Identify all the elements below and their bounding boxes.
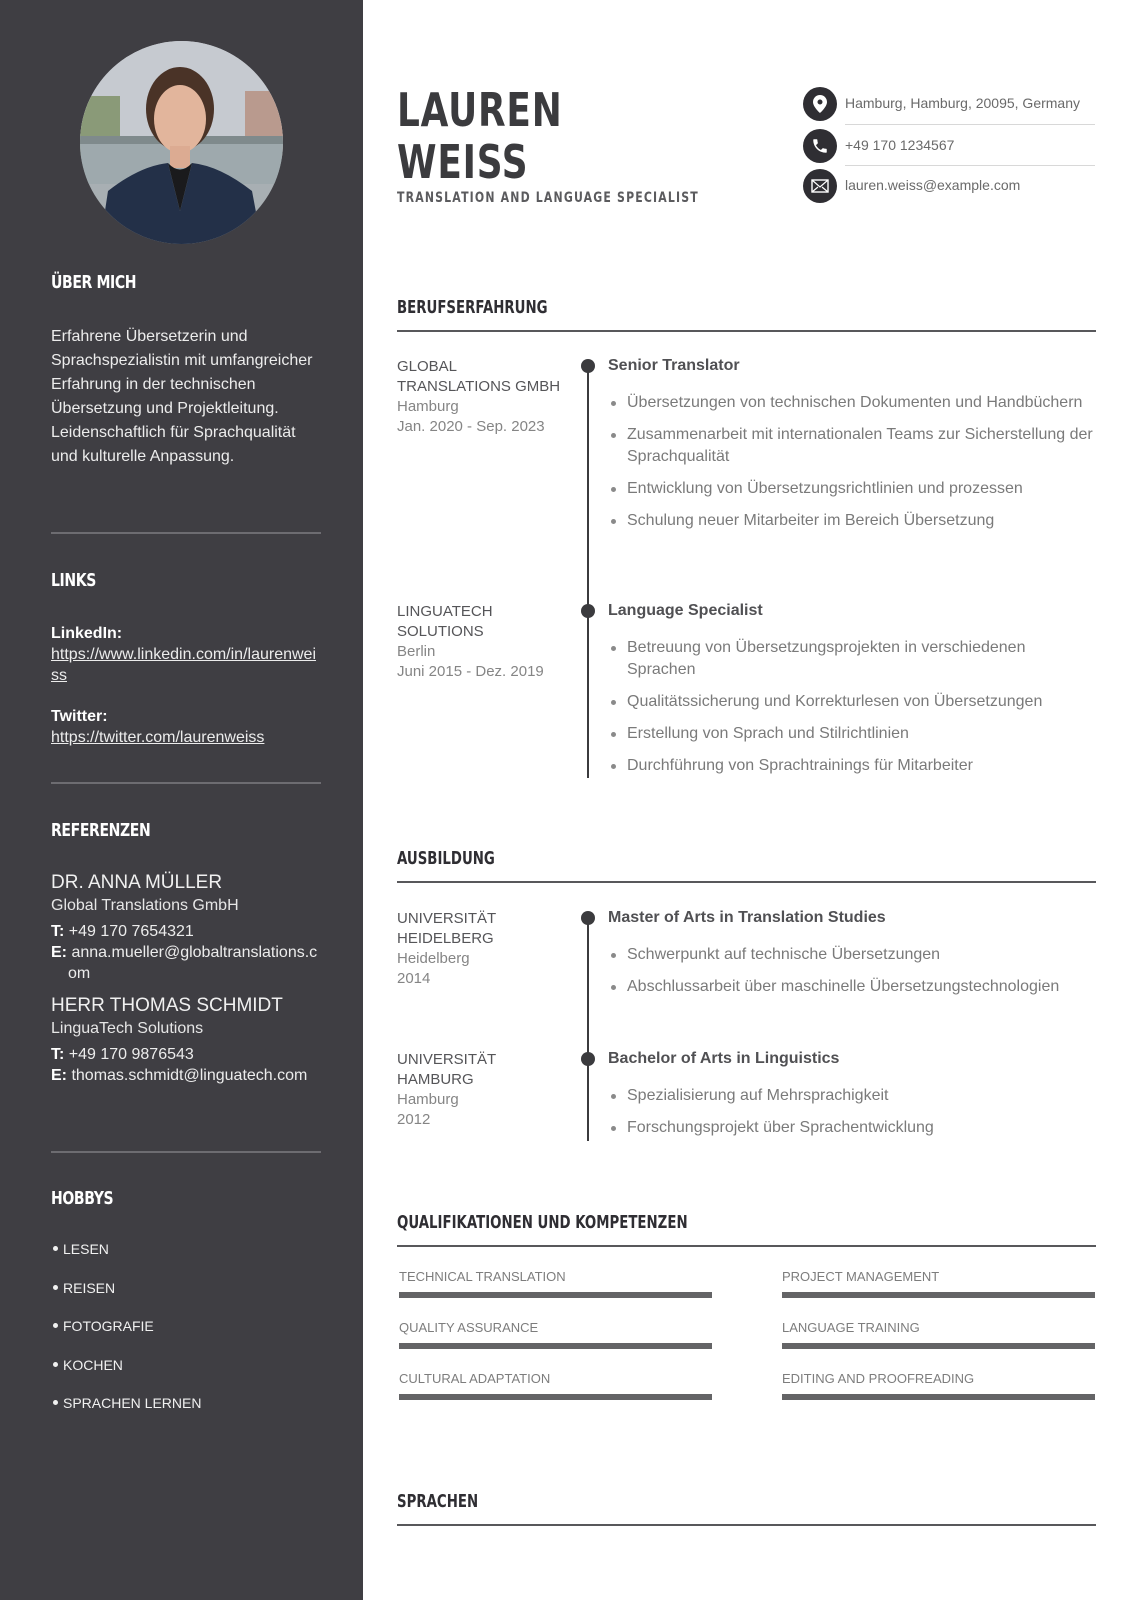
bullet-icon — [53, 1285, 58, 1290]
bullet-icon — [53, 1246, 58, 1251]
degree-title: Bachelor of Arts in Linguistics — [608, 1050, 840, 1067]
org-location: Berlin — [397, 643, 436, 660]
duty-item: Qualitätssicherung und Korrekturlesen von Übersetzungen — [608, 691, 1098, 713]
references-section — [51, 820, 321, 1086]
education-details — [608, 944, 1098, 998]
email-prefix: E: — [51, 944, 67, 961]
role-title: Senior Translator — [608, 357, 740, 374]
school-location: Hamburg — [397, 1091, 459, 1108]
skill-bar — [782, 1394, 1095, 1400]
skill-label: LANGUAGE TRAINING — [782, 1320, 920, 1335]
skill-label: PROJECT MANAGEMENT — [782, 1269, 940, 1284]
phone-value: +49 170 9876543 — [68, 1046, 194, 1063]
duty-item: Entwicklung von Übersetzungsrichtlinien und prozessen — [608, 478, 1098, 500]
phone-prefix: T: — [51, 1046, 65, 1063]
education-entry — [608, 1049, 1098, 1149]
skill-bar-fill — [782, 1343, 1095, 1349]
experience-entry — [608, 356, 1098, 542]
hobbies-section — [51, 1188, 321, 1432]
section-rule — [397, 881, 1096, 883]
languages-title: SPRACHEN — [397, 1491, 479, 1512]
hobbies-list — [51, 1239, 321, 1432]
hobby-label: REISEN — [63, 1279, 116, 1296]
skill-bar — [399, 1343, 712, 1349]
skill-bar — [782, 1343, 1095, 1349]
education-timeline — [587, 917, 589, 1141]
references-title: REFERENZEN — [51, 820, 151, 841]
sidebar-divider — [51, 1151, 321, 1153]
education-entry — [608, 908, 1098, 1008]
skill-item — [399, 1371, 712, 1400]
hobby-label: FOTOGRAFIE — [63, 1318, 154, 1334]
skill-bar-fill — [399, 1343, 712, 1349]
about-section — [51, 272, 321, 469]
skill-label: EDITING AND PROOFREADING — [782, 1371, 975, 1386]
email-prefix: E: — [51, 1067, 67, 1084]
skill-bar-fill — [399, 1394, 712, 1400]
skill-bar — [399, 1394, 712, 1400]
education-org-block — [397, 1050, 562, 1130]
duty-item: Übersetzungen von technischen Dokumenten und Handbüchern — [608, 392, 1098, 414]
location-text: Hamburg, Hamburg, 20095, Germany — [845, 95, 1080, 111]
school-name: UNIVERSITÄT HAMBURG — [397, 1051, 496, 1088]
timeline-dot-icon — [581, 1052, 595, 1066]
link-item-linkedin — [51, 623, 321, 686]
first-name: LAUREN — [397, 83, 563, 137]
links-section — [51, 570, 321, 748]
hobby-item — [51, 1239, 321, 1278]
timeline-dot-icon — [581, 359, 595, 373]
hobby-item — [51, 1316, 321, 1355]
skill-bar-fill — [399, 1292, 712, 1298]
timeline-dot-icon — [581, 604, 595, 618]
email-value: anna.mueller@globaltranslations.com — [68, 944, 318, 982]
education-org-block — [397, 909, 562, 989]
education-details — [608, 1085, 1098, 1139]
skills-title: QUALIFIKATIONEN UND KOMPETENZEN — [397, 1212, 688, 1233]
contact-divider — [845, 165, 1095, 166]
hobby-item — [51, 1393, 321, 1432]
hobby-label: LESEN — [63, 1241, 109, 1257]
phone-icon — [803, 129, 837, 163]
org-dates: Juni 2015 - Dez. 2019 — [397, 663, 544, 680]
skill-item — [399, 1320, 712, 1349]
degree-title: Master of Arts in Translation Studies — [608, 909, 886, 926]
school-year: 2014 — [397, 970, 431, 987]
hobby-item — [51, 1355, 321, 1394]
reference-company: LinguaTech Solutions — [51, 1020, 204, 1037]
hobbies-title: HOBBYS — [51, 1188, 114, 1209]
section-rule — [397, 1245, 1096, 1247]
email-text[interactable]: lauren.weiss@example.com — [845, 177, 1021, 193]
school-name: UNIVERSITÄT HEIDELBERG — [397, 910, 496, 947]
reference-name: DR. ANNA MÜLLER — [51, 872, 223, 893]
skill-item — [782, 1269, 1095, 1298]
school-year: 2012 — [397, 1111, 431, 1128]
duties-list — [608, 637, 1098, 777]
about-title: ÜBER MICH — [51, 272, 137, 293]
org-name: LINGUATECH SOLUTIONS — [397, 603, 493, 640]
org-name: GLOBAL TRANSLATIONS GMBH — [397, 358, 561, 395]
sidebar-divider — [51, 782, 321, 784]
skill-label: QUALITY ASSURANCE — [399, 1320, 539, 1335]
contact-phone — [803, 129, 1095, 165]
portrait-image — [80, 41, 283, 244]
bullet-icon — [53, 1400, 58, 1405]
hobby-label: SPRACHEN LERNEN — [63, 1395, 202, 1411]
role-title: Language Specialist — [608, 602, 763, 619]
org-location: Hamburg — [397, 398, 459, 415]
org-dates: Jan. 2020 - Sep. 2023 — [397, 418, 545, 435]
contact-location — [803, 87, 1095, 123]
reference-item — [51, 994, 321, 1086]
reference-name: HERR THOMAS SCHMIDT — [51, 995, 283, 1016]
phone-value: +49 170 7654321 — [68, 923, 194, 940]
duty-item: Zusammenarbeit mit internationalen Teams zur Sicherstellung der Sprachqualität — [608, 424, 1098, 468]
email-value: thomas.schmidt@linguatech.com — [71, 1067, 308, 1084]
school-location: Heidelberg — [397, 950, 470, 967]
detail-item: Schwerpunkt auf technische Übersetzungen — [608, 944, 1098, 966]
phone-prefix: T: — [51, 923, 65, 940]
detail-item: Spezialisierung auf Mehrsprachigkeit — [608, 1085, 1098, 1107]
detail-item: Forschungsprojekt über Sprachentwicklung — [608, 1117, 1098, 1139]
experience-org-block — [397, 357, 562, 437]
hobby-item — [51, 1278, 321, 1317]
sidebar — [0, 0, 363, 1600]
bullet-icon — [53, 1362, 58, 1367]
last-name: WEISS — [397, 135, 529, 189]
duties-list — [608, 392, 1098, 532]
linkedin-link[interactable]: https://www.linkedin.com/in/laurenweiss — [51, 646, 317, 684]
detail-item: Abschlussarbeit über maschinelle Übersetzungstechnologien — [608, 976, 1098, 998]
skill-bar — [782, 1292, 1095, 1298]
skill-label: TECHNICAL TRANSLATION — [399, 1269, 566, 1284]
section-rule — [397, 330, 1096, 332]
experience-entry — [608, 601, 1098, 787]
reference-item — [51, 871, 321, 984]
phone-text: +49 170 1234567 — [845, 137, 955, 153]
envelope-icon — [803, 169, 837, 203]
duty-item: Betreuung von Übersetzungsprojekten in verschiedenen Sprachen — [608, 637, 1098, 681]
reference-phone — [51, 1044, 321, 1065]
skill-item — [782, 1320, 1095, 1349]
hobby-label: KOCHEN — [63, 1356, 123, 1373]
link-label: Twitter: — [51, 708, 108, 725]
experience-org-block — [397, 602, 562, 682]
contact-email — [803, 169, 1095, 205]
duty-item: Schulung neuer Mitarbeiter im Bereich Übersetzung — [608, 510, 1098, 532]
link-label: LinkedIn: — [51, 625, 123, 642]
candidate-name — [397, 84, 563, 188]
section-rule — [397, 1524, 1096, 1526]
skill-item — [782, 1371, 1095, 1400]
skill-bar — [399, 1292, 712, 1298]
skill-label: CULTURAL ADAPTATION — [399, 1371, 551, 1386]
skill-item — [399, 1269, 712, 1298]
contact-divider — [845, 124, 1095, 125]
about-text: Erfahrene Übersetzerin und Sprachspezialistin mit umfangreicher Erfahrung in der technischen Übersetzung und Projektleitung. Leidenschaftlich für Sprachqualität und kulturelle Anpassung. — [51, 328, 313, 465]
skill-bar-fill — [782, 1394, 1095, 1400]
bullet-icon — [53, 1323, 58, 1328]
sidebar-divider — [51, 532, 321, 534]
experience-title: BERUFSERFAHRUNG — [397, 297, 548, 318]
reference-email — [51, 942, 321, 984]
education-title: AUSBILDUNG — [397, 848, 495, 869]
reference-email — [51, 1065, 321, 1086]
link-item-twitter — [51, 706, 321, 748]
twitter-link[interactable]: https://twitter.com/laurenweiss — [51, 729, 265, 746]
reference-phone — [51, 921, 321, 942]
timeline-dot-icon — [581, 911, 595, 925]
duty-item: Erstellung von Sprach und Stilrichtlinien — [608, 723, 1098, 745]
experience-timeline — [587, 365, 589, 778]
skill-bar-fill — [782, 1292, 1095, 1298]
location-pin-icon — [803, 87, 837, 121]
profile-photo — [80, 41, 283, 244]
job-title: TRANSLATION AND LANGUAGE SPECIALIST — [397, 190, 699, 206]
duty-item: Durchführung von Sprachtrainings für Mitarbeiter — [608, 755, 1098, 777]
reference-company: Global Translations GmbH — [51, 897, 239, 914]
links-title: LINKS — [51, 570, 96, 591]
